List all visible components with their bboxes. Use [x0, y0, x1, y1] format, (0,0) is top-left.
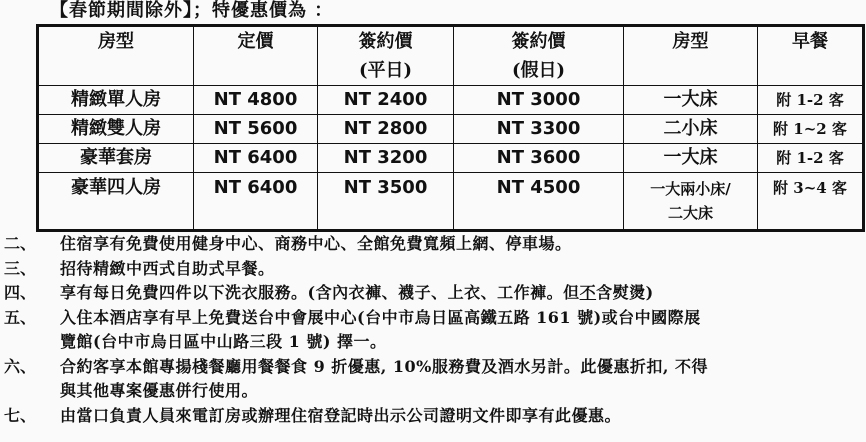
table-row	[38, 86, 864, 115]
note-text: 覽館(台中市烏日區中山路三段 1 號) 擇一。	[60, 332, 387, 351]
header-holiday-rate: 簽約價 (假日)	[454, 26, 624, 86]
header-room-type: 房型	[38, 26, 194, 86]
note-number: 三、	[4, 258, 37, 278]
bed-type: 一大兩小床/ 二大床	[624, 173, 758, 231]
note-number: 六、	[4, 356, 37, 376]
note-text: 住宿享有免費使用健身中心、商務中心、全館免費寬頻上網、停車場。	[60, 234, 572, 253]
note-text: 由當口負責人員來電訂房或辦理住宿登記時出示公司證明文件即享有此優惠。	[60, 405, 622, 425]
note-number: 五、	[4, 307, 37, 327]
weekday-price: NT 2800	[318, 115, 454, 144]
list-price: NT 5600	[194, 115, 318, 144]
notes-list	[0, 232, 866, 428]
note-item	[0, 355, 866, 380]
header-list-price: 定價	[194, 26, 318, 86]
header-weekday-rate: 簽約價 (平日)	[318, 26, 454, 86]
list-price: NT 6400	[194, 173, 318, 231]
table-row	[38, 115, 864, 144]
underlined-word: 不	[579, 283, 597, 302]
table-row	[38, 144, 864, 173]
note-text: 入住本酒店享有早上免費送台中會展中心(台中市烏日區高鐵五路 161 號)或台中國際展	[60, 307, 701, 327]
bed-type: 一大床	[624, 144, 758, 173]
holiday-price: NT 3600	[454, 144, 624, 173]
room-name: 精緻單人房	[38, 86, 194, 115]
holiday-price: NT 4500	[454, 173, 624, 231]
note-item-continued	[0, 379, 866, 404]
note-text: 合約客享本館專揚棧餐廳用餐餐食 9 折優惠, 10%服務費及酒水另計。此優惠折扣, 不得	[60, 356, 709, 376]
header-breakfast: 早餐	[758, 26, 864, 86]
note-number: 七、	[4, 405, 37, 425]
note-item-continued	[0, 330, 866, 355]
note-item	[0, 257, 866, 282]
breakfast-info: 附 1-2 客	[758, 144, 864, 173]
note-text: 招待精緻中西式自助式早餐。	[60, 258, 275, 278]
note-number: 二、	[4, 234, 37, 253]
holiday-price: NT 3000	[454, 86, 624, 115]
rate-table	[36, 24, 865, 232]
weekday-price: NT 2400	[318, 86, 454, 115]
note-item	[0, 306, 866, 331]
note-item	[0, 404, 866, 429]
note-item	[0, 232, 866, 257]
note-text: 與其他專案優惠併行使用。	[60, 381, 259, 400]
rate-heading: 【春節期間除外】；特優惠價為 ：	[50, 0, 334, 21]
list-price: NT 4800	[194, 86, 318, 115]
note-item	[0, 281, 866, 306]
bed-type: 一大床	[624, 86, 758, 115]
holiday-price: NT 3300	[454, 115, 624, 144]
room-name: 精緻雙人房	[38, 115, 194, 144]
room-name: 豪華四人房	[38, 173, 194, 231]
table-header-row	[38, 26, 864, 86]
breakfast-info: 附 1~2 客	[758, 115, 864, 144]
note-text: 享有每日免費四件以下洗衣服務。(含內衣褲、襪子、上衣、工作褲。但不含熨燙)	[60, 283, 654, 302]
breakfast-info: 附 3~4 客	[758, 173, 864, 231]
breakfast-info: 附 1-2 客	[758, 86, 864, 115]
note-number: 四、	[4, 283, 37, 302]
room-name: 豪華套房	[38, 144, 194, 173]
weekday-price: NT 3200	[318, 144, 454, 173]
table-row	[38, 173, 864, 231]
header-bed-type: 房型	[624, 26, 758, 86]
bed-type: 二小床	[624, 115, 758, 144]
list-price: NT 6400	[194, 144, 318, 173]
weekday-price: NT 3500	[318, 173, 454, 231]
